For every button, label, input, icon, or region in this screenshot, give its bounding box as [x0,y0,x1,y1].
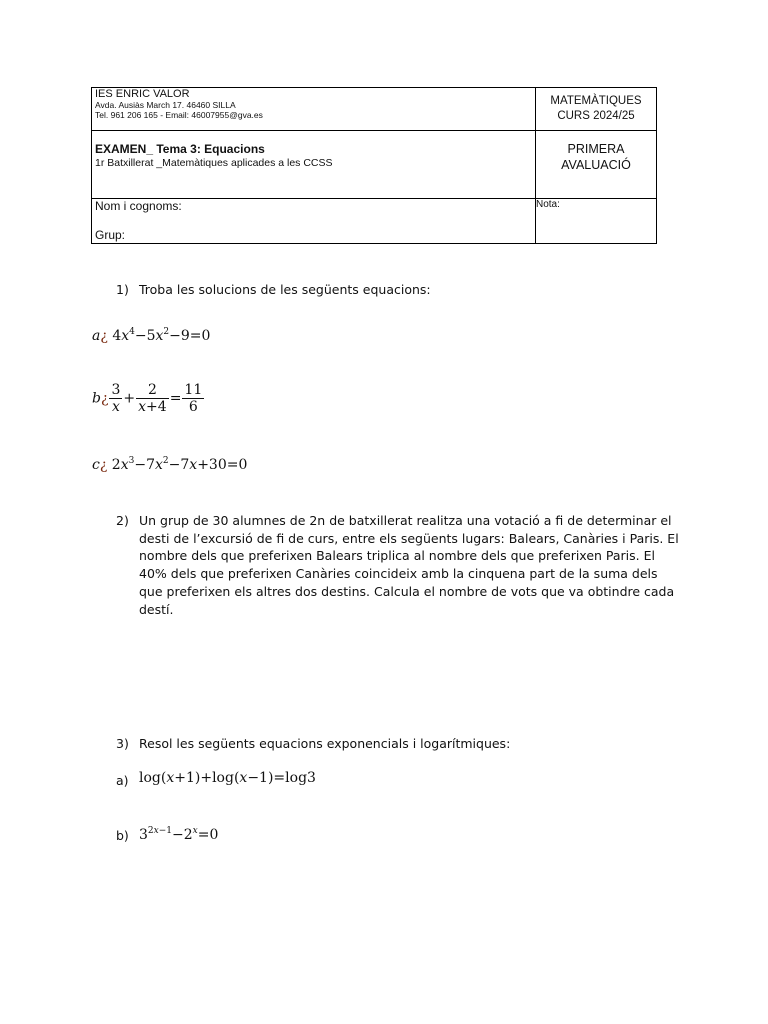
equation-a-mark: ¿ [100,328,108,344]
exam-title-cell [92,131,536,199]
evaluation-line2: AVALUACIÓ [561,158,631,172]
question-number: 1) [116,282,129,297]
student-info-cell [92,199,536,244]
equation-c: c¿ $2x^3-7x^2-7x+30=0$ [92,456,248,473]
evaluation-cell [536,131,657,199]
school-info-cell [92,88,536,131]
equation-c-label: c [92,457,100,473]
equation-3a: log(x+1)+log(x−1)=log3 [139,770,316,786]
question-number: 2) [116,513,129,528]
grade-label: Nota: [536,199,560,210]
equation-a-label: a [92,328,101,344]
equation-b-label: b [92,390,101,407]
equation-a: a¿ $4x^4-5x^2-9=0$ [92,327,211,344]
school-contact: Tel. 961 206 165 - Email: 46007955@gva.es [95,110,263,120]
subject-label: MATEMÀTIQUES [550,95,642,107]
equation-3b: $3^{2x-1}-2^x=0$ [139,826,219,843]
subject-cell [536,88,657,131]
equation-b: b¿ $\frac{3}{x}$ + $\frac{2}{x+4}$ = $\frac{11}{6}$ [92,382,203,415]
grade-cell [536,199,657,244]
equation-b-mark: ¿ [100,390,109,407]
name-label: Nom i cognoms: [95,199,182,213]
exam-title: EXAMEN_ Tema 3: Equacions [95,142,265,156]
fraction-11-over-6: $\frac{11}{6}$ [184,382,203,415]
item-label: a) [116,773,129,788]
group-label: Grup: [95,228,126,242]
item-label: b) [116,828,129,843]
question-text: Un grup de 30 alumnes de 2n de batxillerat realitza una votació a fi de determinar el desti de l’excursió de fi de curs, entre els següents lugars: Balears, Canàries i Paris. El nombre dels que preferixen Balears triplica al nombre dels que preferixen Paris. El 40% dels que preferixen Canàries coincideix amb la cinquena part de la suma dels que preferixen els altres dos destins. Calcula el nombre de vots que va obtindre cada destí. [139,513,679,617]
school-name: IES ENRIC VALOR [95,88,190,100]
course-label: CURS 2024/25 [557,110,635,122]
equation-c-mark: ¿ [99,457,108,473]
evaluation-line1: PRIMERA [567,142,625,156]
school-address: Avda. Ausiàs March 17. 46460 SILLA [95,100,236,110]
fraction-2-over-x-plus-4: $\frac{2}{x+4}$ [138,382,167,415]
exam-subtitle: 1r Batxillerat _Matemàtiques aplicades a les CCSS [95,157,333,169]
question-text: Troba les solucions de les següents equacions: [139,282,431,297]
question-number: 3) [116,736,129,751]
exam-header-table [91,87,657,244]
fraction-3-over-x: $\frac{3}{x}$ [111,382,121,415]
question-text: Resol les següents equacions exponencials i logarítmiques: [139,736,511,751]
